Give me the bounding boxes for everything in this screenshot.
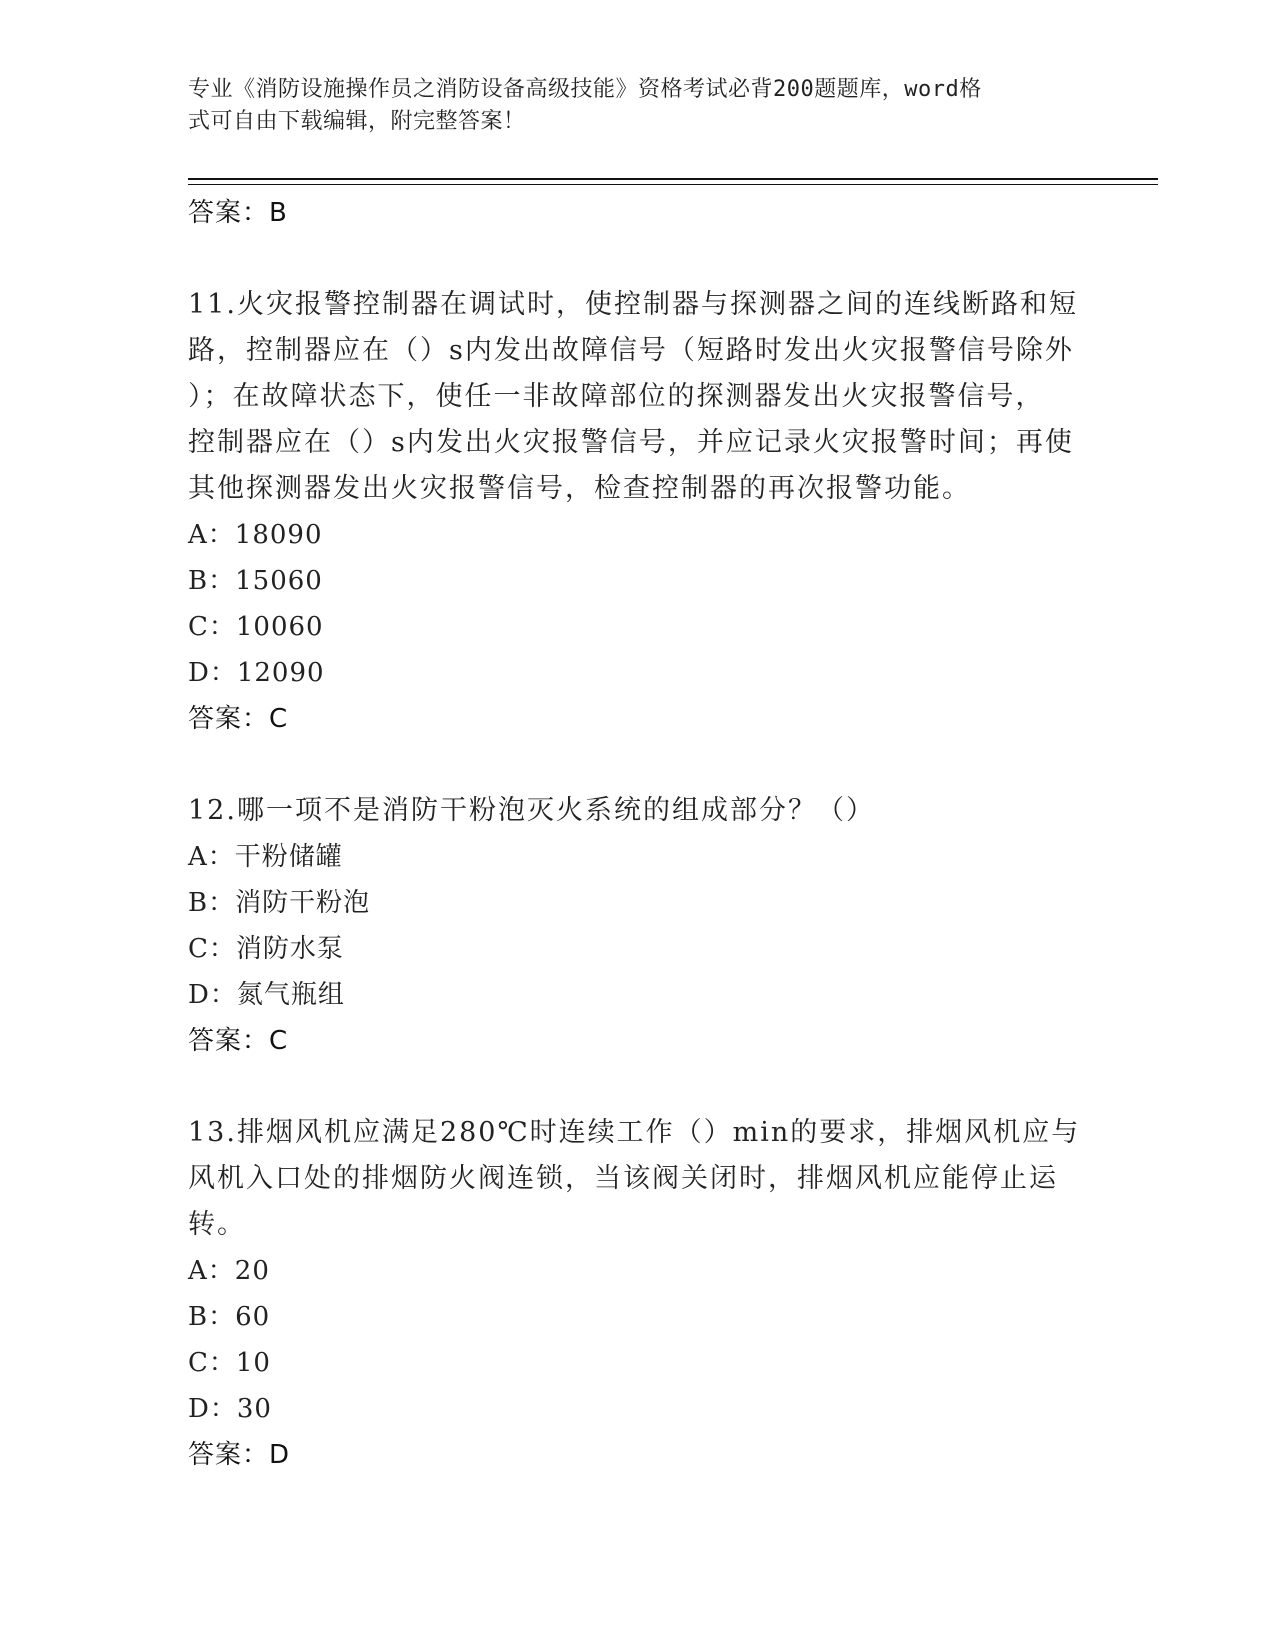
- option-b: B：60: [188, 1302, 271, 1332]
- option-b: B：15060: [188, 566, 323, 596]
- question-line: 12.哪一项不是消防干粉泡灭火系统的组成部分？（）: [188, 795, 875, 826]
- question-block: [188, 788, 1088, 1064]
- header-line: 专业《消防设施操作员之消防设备高级技能》资格考试必背200题题库，word格: [188, 77, 982, 102]
- option-d: D：30: [188, 1394, 272, 1424]
- option-d: D：氮气瓶组: [188, 980, 345, 1010]
- document-header: [188, 74, 1068, 138]
- question-line: ）；在故障状态下，使任一非故障部位的探测器发出火灾报警信号，: [188, 381, 1045, 412]
- option-a: A：干粉储罐: [188, 842, 343, 872]
- question-block: [188, 282, 1088, 742]
- question-list: [188, 190, 1088, 1478]
- question-line: 风机入口处的排烟防火阀连锁，当该阀关闭时，排烟风机应能停止运: [188, 1163, 1058, 1194]
- option-a: A：18090: [188, 520, 323, 550]
- option-c: C：消防水泵: [188, 934, 344, 964]
- option-b: B：消防干粉泡: [188, 888, 371, 918]
- header-line: 式可自由下载编辑，附完整答案！: [188, 109, 526, 134]
- answer-line: 答案：C: [188, 1026, 289, 1056]
- answer-line: 答案：D: [188, 1440, 291, 1470]
- option-d: D：12090: [188, 658, 325, 688]
- question-line: 控制器应在（）s内发出火灾报警信号，并应记录火灾报警时间；再使: [188, 427, 1074, 458]
- header-divider-thick: [188, 178, 1158, 180]
- previous-answer: 答案：B: [188, 198, 288, 228]
- spacer: [188, 742, 1088, 788]
- question-line: 路，控制器应在（）s内发出故障信号（短路时发出火灾报警信号除外: [188, 335, 1074, 366]
- option-c: C：10: [188, 1348, 271, 1378]
- question-block: [188, 1110, 1088, 1478]
- question-line: 转。: [188, 1209, 246, 1240]
- question-line: 13.排烟风机应满足280℃时连续工作（）min的要求，排烟风机应与: [188, 1117, 1081, 1148]
- spacer: [188, 1064, 1088, 1110]
- question-line: 其他探测器发出火灾报警信号，检查控制器的再次报警功能。: [188, 473, 971, 504]
- option-a: A：20: [188, 1256, 270, 1286]
- question-line: 11.火灾报警控制器在调试时，使控制器与探测器之间的连线断路和短: [188, 289, 1078, 320]
- spacer: [188, 236, 1088, 282]
- option-c: C：10060: [188, 612, 324, 642]
- header-divider-thin: [188, 184, 1158, 185]
- answer-line: 答案：C: [188, 704, 289, 734]
